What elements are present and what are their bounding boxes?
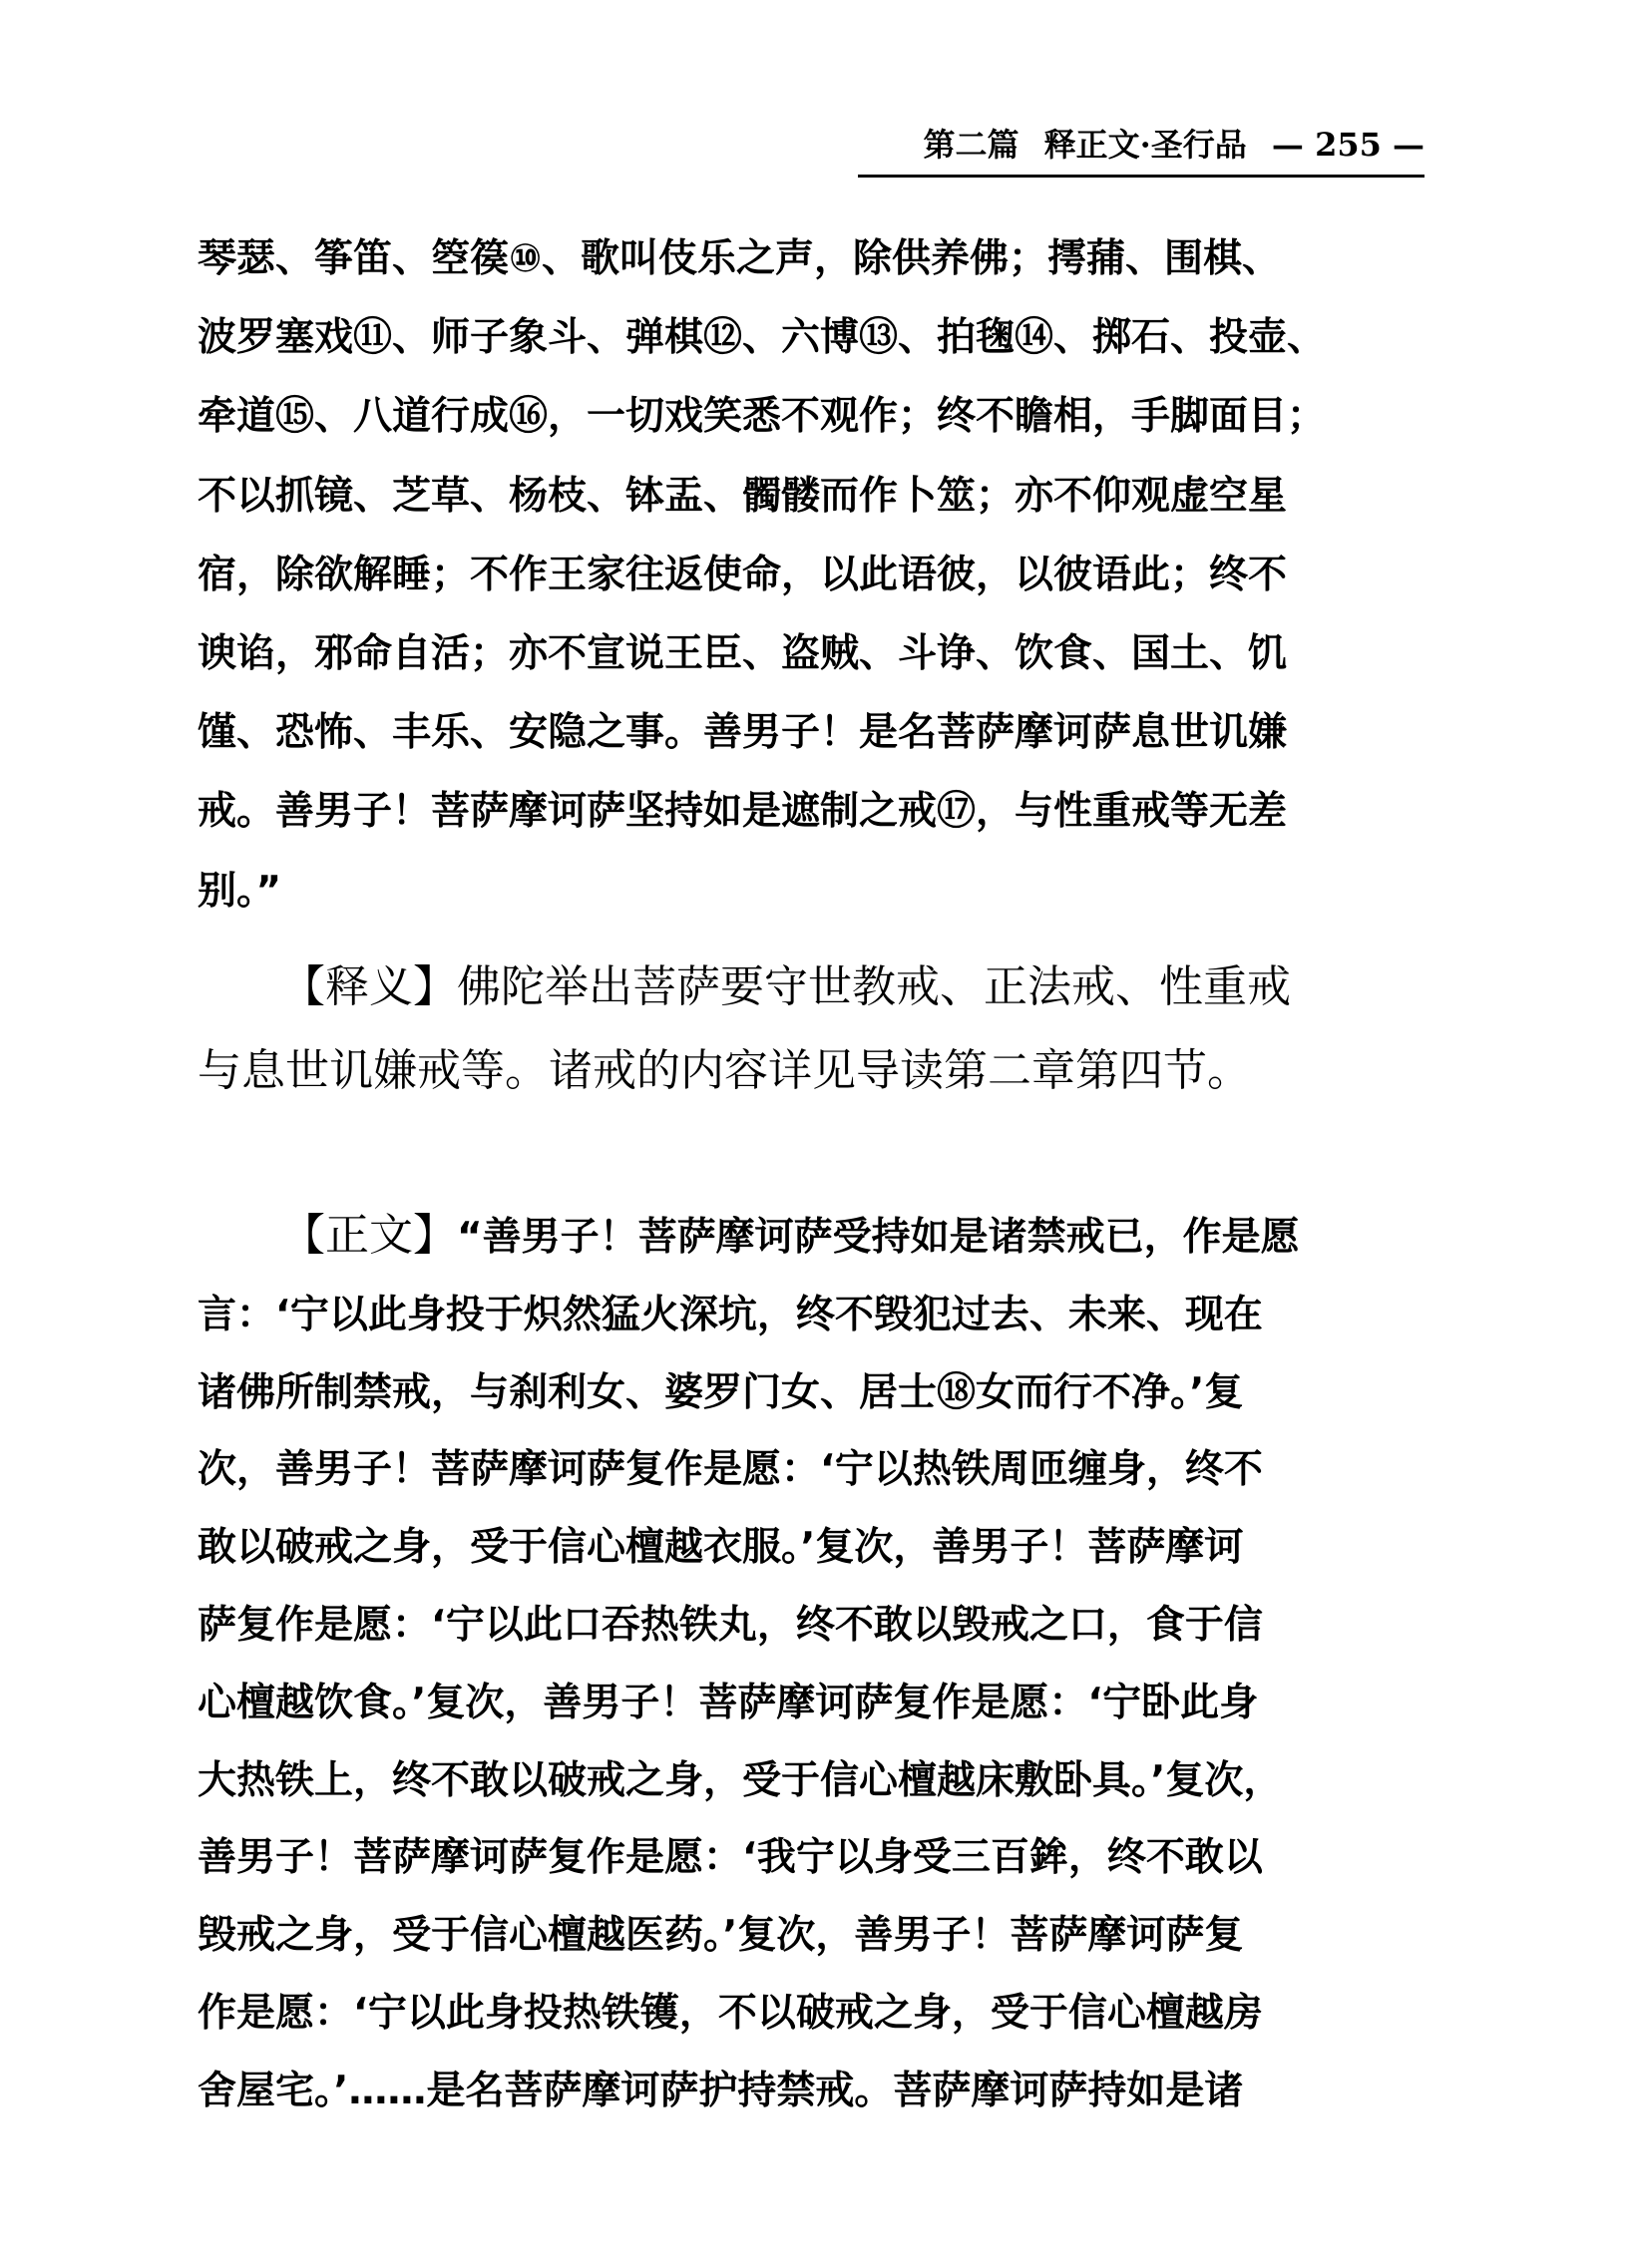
text-line: 言：‘宁以此身投于炽然猛火深坑，终不毁犯过去、未来、现在 (198, 1292, 1263, 1337)
text-line: 与息世讥嫌戒等。诸戒的内容详见导读第二章第四节。 (198, 1045, 1251, 1096)
header-page-number: — 255 — (1271, 126, 1424, 164)
text-line: 作是愿：‘宁以此身投热铁镬，不以破戒之身，受于信心檀越房 (198, 1990, 1263, 2036)
header-title: 释正文·圣行品 (1043, 126, 1247, 164)
text-line (198, 945, 1426, 1029)
explanation-paragraph (198, 945, 1426, 1113)
text-line: 馑、恐怖、丰乐、安隐之事。善男子！是名菩萨摩诃萨息世讥嫌 (198, 710, 1288, 756)
text-line: 宿，除欲解睡；不作王家往返使命，以此语彼，以彼语此；终不 (198, 552, 1288, 597)
text-line: 毁戒之身，受于信心檀越医药。’复次，善男子！菩萨摩诃萨复 (198, 1913, 1244, 1959)
explanation-label: 【释义】 (281, 961, 457, 1012)
text-line: 心檀越饮食。’复次，善男子！菩萨摩诃萨复作是愿：‘宁卧此身 (198, 1680, 1259, 1725)
running-header (858, 125, 1424, 178)
text-line: 戒。善男子！菩萨摩诃萨坚持如是遮制之戒⑰，与性重戒等无差 (198, 789, 1288, 835)
main-text-paragraph (198, 1197, 1426, 2130)
text-line: 萨复作是愿：‘宁以此口吞热铁丸，终不敢以毁戒之口，食于信 (198, 1602, 1263, 1648)
text-line: 舍屋宅。’……是名菩萨摩诃萨护持禁戒。菩萨摩诃萨持如是诸 (198, 2068, 1244, 2113)
text-line: 大热铁上，终不敢以破戒之身，受于信心檀越床敷卧具。’复次， (198, 1757, 1283, 1803)
text-line: 敢以破戒之身，受于信心檀越衣服。’复次，善男子！菩萨摩诃 (198, 1525, 1244, 1571)
main-text-label: 【正文】 (281, 1210, 457, 1261)
text-line: 波罗塞戏⑪、师子象斗、弹棋⑫、六博⑬、拍毱⑭、掷石、投壶、 (198, 315, 1327, 361)
text-line: 别。” (198, 868, 282, 914)
text-line: 牵道⑮、八道行成⑯，一切戏笑悉不观作；终不瞻相，手脚面目； (198, 394, 1327, 440)
text-line-body: 佛陀举出菩萨要守世教戒、正法戒、性重戒 (457, 961, 1291, 1012)
text-line-body: “善男子！菩萨摩诃萨受持如是诸禁戒已，作是愿 (457, 1215, 1300, 1260)
text-line: 不以抓镜、芝草、杨枝、钵盂、髑髅而作卜筮；亦不仰观虚空星 (198, 473, 1288, 519)
text-line: 诸佛所制禁戒，与刹利女、婆罗门女、居士⑱女而行不净。’复 (198, 1369, 1244, 1415)
text-line: 谀谄，邪命自活；亦不宣说王臣、盗贼、斗诤、饮食、国土、饥 (198, 631, 1288, 677)
text-line: 次，善男子！菩萨摩诃萨复作是愿：‘宁以热铁周匝缠身，终不 (198, 1447, 1263, 1493)
text-line: 善男子！菩萨摩诃萨复作是愿：‘我宁以身受三百鉾，终不敢以 (198, 1835, 1263, 1881)
header-part: 第二篇 (923, 126, 1019, 164)
text-line (198, 1197, 1426, 1277)
text-line: 琴瑟、筝笛、箜篌⑩、歌叫伎乐之声，除供养佛；摴蒱、围棋、 (198, 236, 1282, 281)
scripture-paragraph-continued (198, 219, 1426, 931)
